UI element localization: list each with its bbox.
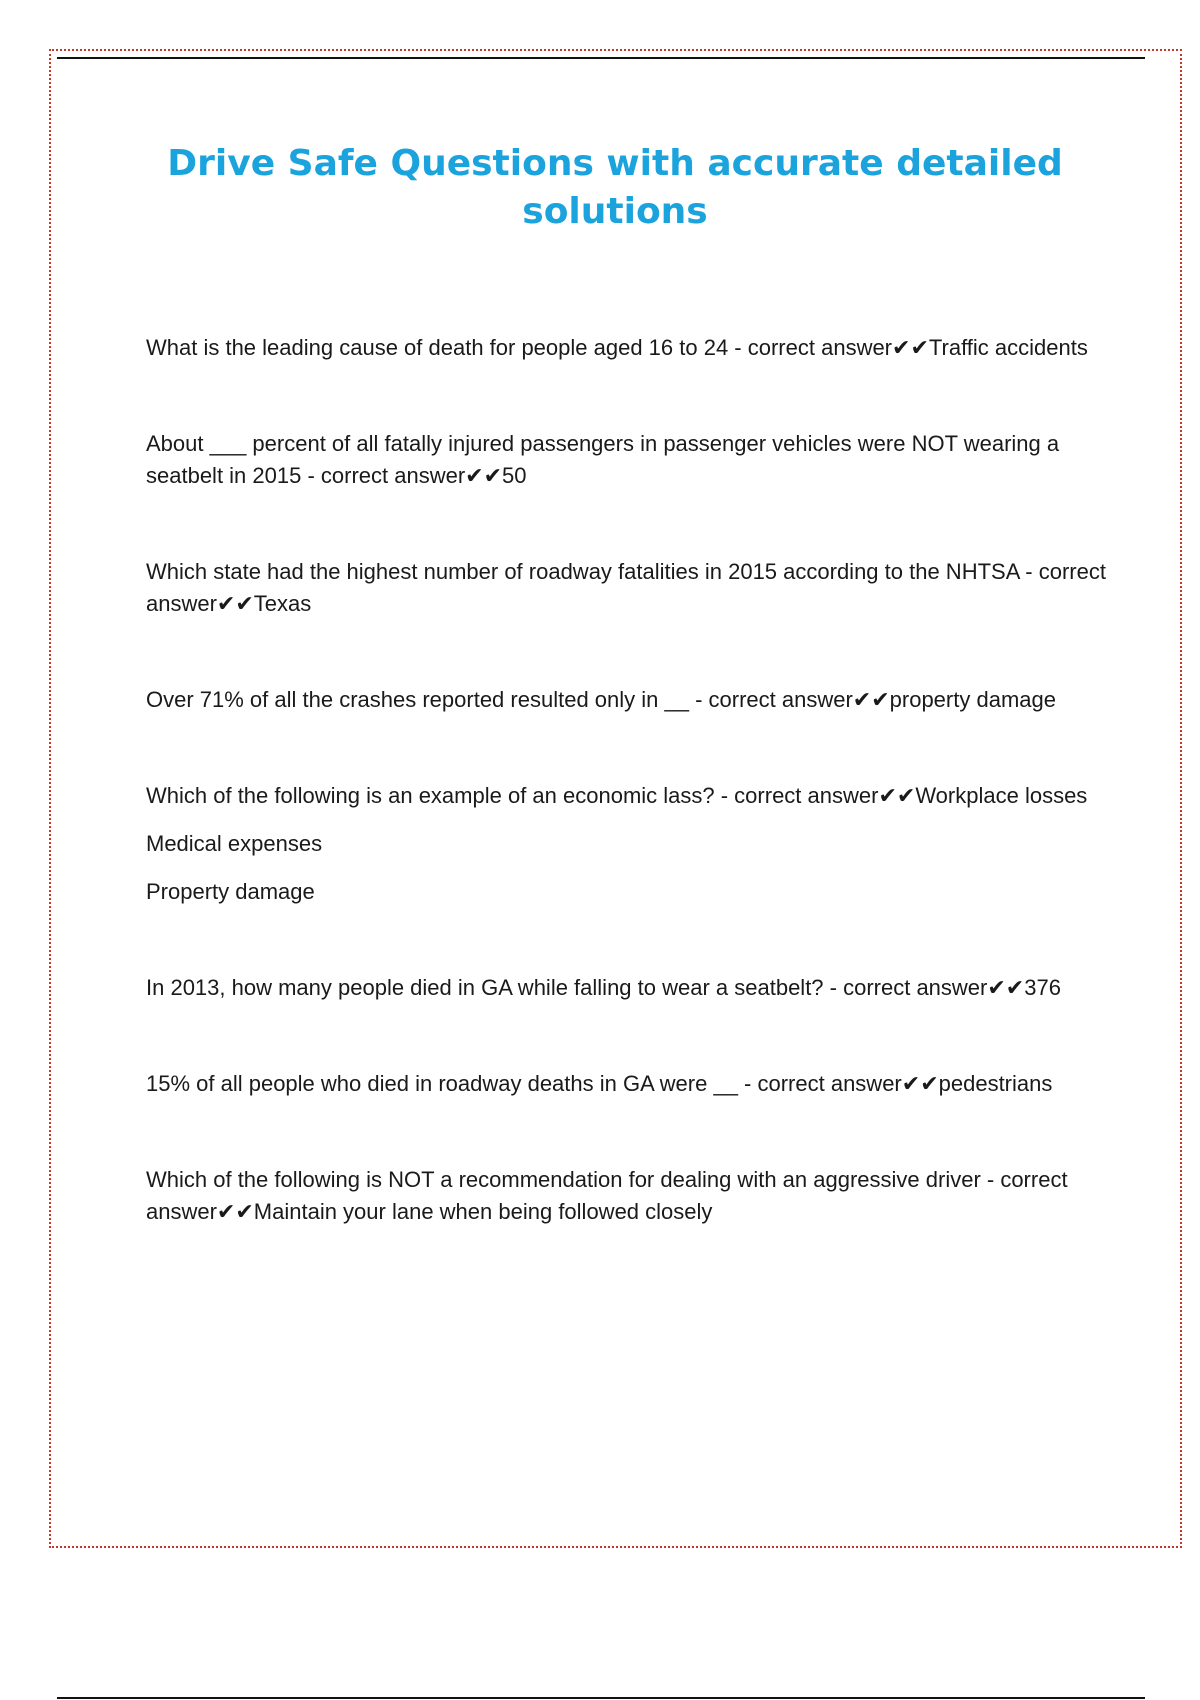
qa-item xyxy=(146,780,1106,908)
qa-extra-line: Medical expenses xyxy=(146,831,323,856)
qa-text: 15% of all people who died in roadway deaths in GA were __ - correct answer✔✔pedestrians xyxy=(146,1071,1053,1096)
qa-item xyxy=(146,684,1106,716)
qa-text: What is the leading cause of death for people aged 16 to 24 - correct answer✔✔Traffic accidents xyxy=(146,335,1088,360)
qa-extra-line: Property damage xyxy=(146,879,315,904)
qa-text: In 2013, how many people died in GA while falling to wear a seatbelt? - correct answer✔✔376 xyxy=(146,975,1061,1000)
footer-rule xyxy=(57,1697,1145,1699)
qa-item xyxy=(146,1068,1106,1100)
qa-list xyxy=(146,332,1106,1292)
qa-item xyxy=(146,556,1106,620)
qa-item xyxy=(146,972,1106,1004)
header-rule xyxy=(57,57,1145,59)
qa-text: Which state had the highest number of roadway fatalities in 2015 according to the NHTSA - correct answer✔✔Texas xyxy=(146,559,1106,616)
qa-text: Which of the following is an example of an economic lass? - correct answer✔✔Workplace losses xyxy=(146,783,1088,808)
qa-item xyxy=(146,428,1106,492)
qa-text: Over 71% of all the crashes reported resulted only in __ - correct answer✔✔property damage xyxy=(146,687,1056,712)
qa-item xyxy=(146,332,1106,364)
document-title: Drive Safe Questions with accurate detailed solutions xyxy=(167,143,1063,232)
qa-text: Which of the following is NOT a recommendation for dealing with an aggressive driver - correct answer✔✔Maintain your lane when being followed closely xyxy=(146,1167,1068,1224)
qa-item xyxy=(146,1164,1106,1228)
qa-text: About ___ percent of all fatally injured passengers in passenger vehicles were NOT wearing a seatbelt in 2015 - correct answer✔✔50 xyxy=(146,431,1060,488)
